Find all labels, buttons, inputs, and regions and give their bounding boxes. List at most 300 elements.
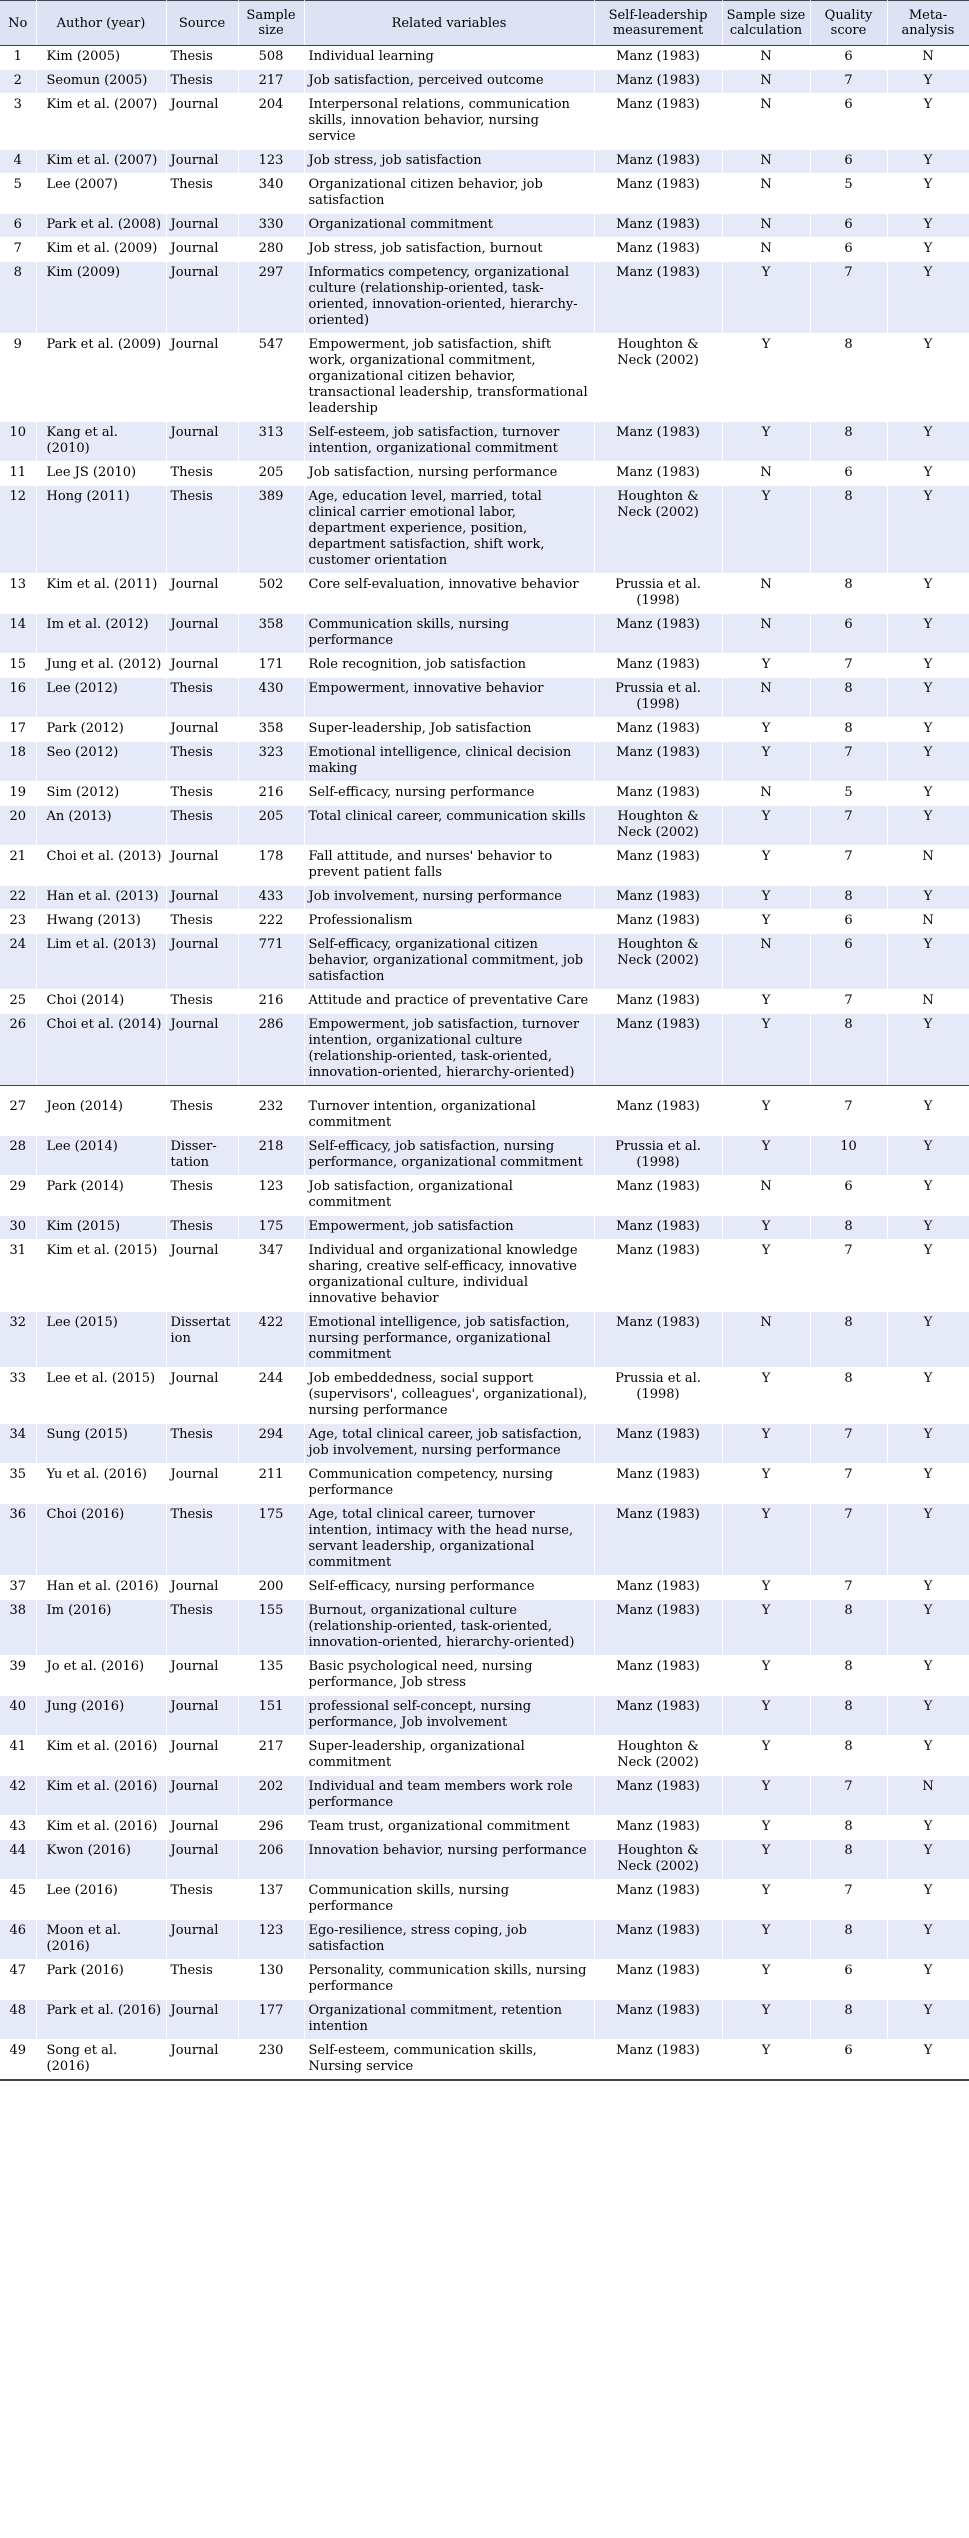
cell-author: Kim et al. (2016)	[36, 1776, 166, 1816]
cell-quality-score: 8	[810, 334, 887, 422]
cell-no: 22	[0, 886, 36, 910]
cell-measurement: Houghton & Neck (2002)	[594, 806, 722, 846]
cell-quality-score: 6	[810, 1176, 887, 1216]
cell-measurement: Prussia et al. (1998)	[594, 1136, 722, 1176]
cell-source: Journal	[166, 1576, 238, 1600]
cell-related-variables: Empowerment, job satisfaction	[304, 1216, 594, 1240]
cell-meta-analysis: Y	[887, 1368, 969, 1424]
cell-sample-size: 358	[238, 614, 304, 654]
table-row	[0, 1424, 969, 1464]
cell-quality-score: 8	[810, 678, 887, 718]
cell-no: 5	[0, 174, 36, 214]
cell-sample-size: 217	[238, 1736, 304, 1776]
cell-measurement: Manz (1983)	[594, 1576, 722, 1600]
cell-author: Hwang (2013)	[36, 910, 166, 934]
cell-sample-size-calculation: Y	[722, 1960, 810, 2000]
cell-sample-size: 216	[238, 782, 304, 806]
cell-related-variables: Self-efficacy, nursing performance	[304, 782, 594, 806]
cell-sample-size: 323	[238, 742, 304, 782]
cell-author: Im (2016)	[36, 1600, 166, 1656]
cell-sample-size-calculation: Y	[722, 886, 810, 910]
table-row	[0, 174, 969, 214]
table-row	[0, 782, 969, 806]
cell-no: 17	[0, 718, 36, 742]
cell-meta-analysis: Y	[887, 1736, 969, 1776]
cell-quality-score: 8	[810, 1014, 887, 1086]
cell-no: 27	[0, 1096, 36, 1136]
cell-no: 9	[0, 334, 36, 422]
cell-source: Disser-tation	[166, 1136, 238, 1176]
cell-meta-analysis: Y	[887, 422, 969, 462]
cell-sample-size: 340	[238, 174, 304, 214]
cell-sample-size-calculation: Y	[722, 1216, 810, 1240]
cell-meta-analysis: Y	[887, 486, 969, 574]
cell-meta-analysis: Y	[887, 2040, 969, 2081]
cell-sample-size-calculation: N	[722, 614, 810, 654]
cell-author: Choi (2016)	[36, 1504, 166, 1576]
cell-sample-size: 297	[238, 262, 304, 334]
cell-measurement: Manz (1983)	[594, 94, 722, 150]
table-row	[0, 934, 969, 990]
cell-related-variables: Personality, communication skills, nursing performance	[304, 1960, 594, 2000]
cell-meta-analysis: N	[887, 910, 969, 934]
cell-sample-size: 211	[238, 1464, 304, 1504]
cell-source: Journal	[166, 1368, 238, 1424]
cell-author: Lee (2016)	[36, 1880, 166, 1920]
cell-meta-analysis: Y	[887, 1600, 969, 1656]
cell-measurement: Manz (1983)	[594, 174, 722, 214]
cell-sample-size-calculation: Y	[722, 1240, 810, 1312]
cell-source: Thesis	[166, 174, 238, 214]
cell-measurement: Manz (1983)	[594, 742, 722, 782]
cell-sample-size-calculation: N	[722, 462, 810, 486]
cell-author: Im et al. (2012)	[36, 614, 166, 654]
cell-sample-size-calculation: N	[722, 94, 810, 150]
cell-source: Journal	[166, 1656, 238, 1696]
cell-related-variables: Attitude and practice of preventative Care	[304, 990, 594, 1014]
cell-meta-analysis: Y	[887, 238, 969, 262]
cell-quality-score: 8	[810, 574, 887, 614]
cell-sample-size: 280	[238, 238, 304, 262]
cell-related-variables: Age, total clinical career, turnover intention, intimacy with the head nurse, servant leadership, organizational commitment	[304, 1504, 594, 1576]
cell-related-variables: professional self-concept, nursing performance, Job involvement	[304, 1696, 594, 1736]
cell-related-variables: Self-esteem, job satisfaction, turnover intention, organizational commitment	[304, 422, 594, 462]
cell-sample-size-calculation: Y	[722, 1014, 810, 1086]
cell-author: Han et al. (2016)	[36, 1576, 166, 1600]
cell-author: Kim et al. (2009)	[36, 238, 166, 262]
cell-no: 8	[0, 262, 36, 334]
table-row	[0, 238, 969, 262]
cell-related-variables: Job satisfaction, nursing performance	[304, 462, 594, 486]
cell-quality-score: 7	[810, 654, 887, 678]
cell-author: Lee (2007)	[36, 174, 166, 214]
cell-author: Kwon (2016)	[36, 1840, 166, 1880]
cell-no: 10	[0, 422, 36, 462]
cell-sample-size: 230	[238, 2040, 304, 2081]
cell-meta-analysis: N	[887, 990, 969, 1014]
cell-measurement: Manz (1983)	[594, 1776, 722, 1816]
cell-author: Jung et al. (2012)	[36, 654, 166, 678]
cell-no: 11	[0, 462, 36, 486]
table-row	[0, 1696, 969, 1736]
cell-sample-size: 508	[238, 46, 304, 70]
cell-meta-analysis: Y	[887, 150, 969, 174]
cell-quality-score: 7	[810, 1776, 887, 1816]
cell-quality-score: 7	[810, 1464, 887, 1504]
cell-source: Journal	[166, 2000, 238, 2040]
cell-related-variables: Organizational commitment, retention intention	[304, 2000, 594, 2040]
table-row	[0, 1960, 969, 2000]
cell-sample-size: 206	[238, 1840, 304, 1880]
cell-source: Thesis	[166, 462, 238, 486]
cell-author: Lee (2015)	[36, 1312, 166, 1368]
cell-no: 23	[0, 910, 36, 934]
table-row	[0, 214, 969, 238]
cell-author: Song et al. (2016)	[36, 2040, 166, 2081]
cell-no: 24	[0, 934, 36, 990]
cell-source: Thesis	[166, 1880, 238, 1920]
cell-author: Kang et al. (2010)	[36, 422, 166, 462]
cell-measurement: Manz (1983)	[594, 1600, 722, 1656]
cell-quality-score: 8	[810, 718, 887, 742]
cell-author: Kim et al. (2016)	[36, 1816, 166, 1840]
cell-meta-analysis: Y	[887, 806, 969, 846]
cell-no: 37	[0, 1576, 36, 1600]
cell-related-variables: Role recognition, job satisfaction	[304, 654, 594, 678]
cell-quality-score: 7	[810, 70, 887, 94]
table-row	[0, 574, 969, 614]
cell-author: An (2013)	[36, 806, 166, 846]
table-row	[0, 1176, 969, 1216]
table-row	[0, 1464, 969, 1504]
table-row	[0, 2040, 969, 2081]
cell-measurement: Manz (1983)	[594, 718, 722, 742]
table-row	[0, 806, 969, 846]
cell-sample-size-calculation: Y	[722, 910, 810, 934]
cell-sample-size-calculation: Y	[722, 1504, 810, 1576]
cell-no: 25	[0, 990, 36, 1014]
cell-quality-score: 6	[810, 150, 887, 174]
cell-sample-size-calculation: Y	[722, 1576, 810, 1600]
table-body	[0, 46, 969, 2081]
table-row	[0, 334, 969, 422]
cell-related-variables: Basic psychological need, nursing performance, Job stress	[304, 1656, 594, 1696]
cell-meta-analysis: Y	[887, 1424, 969, 1464]
cell-quality-score: 8	[810, 1600, 887, 1656]
cell-quality-score: 8	[810, 1816, 887, 1840]
cell-measurement: Houghton & Neck (2002)	[594, 1736, 722, 1776]
cell-meta-analysis: Y	[887, 1096, 969, 1136]
cell-quality-score: 5	[810, 782, 887, 806]
cell-sample-size-calculation: N	[722, 574, 810, 614]
cell-author: Park et al. (2016)	[36, 2000, 166, 2040]
cell-related-variables: Job satisfaction, perceived outcome	[304, 70, 594, 94]
header-no: No	[0, 1, 36, 46]
cell-author: Kim et al. (2016)	[36, 1736, 166, 1776]
cell-related-variables: Burnout, organizational culture (relationship-oriented, task-oriented, innovation-oriented, hierarchy-oriented)	[304, 1600, 594, 1656]
table-row	[0, 1816, 969, 1840]
cell-meta-analysis: Y	[887, 886, 969, 910]
page-break-spacer	[0, 1086, 969, 1097]
table-row	[0, 1880, 969, 1920]
cell-sample-size: 389	[238, 486, 304, 574]
cell-sample-size-calculation: N	[722, 214, 810, 238]
cell-no: 21	[0, 846, 36, 886]
cell-related-variables: Turnover intention, organizational commitment	[304, 1096, 594, 1136]
cell-meta-analysis: Y	[887, 654, 969, 678]
cell-author: Kim et al. (2011)	[36, 574, 166, 614]
cell-meta-analysis: Y	[887, 1312, 969, 1368]
cell-quality-score: 7	[810, 1424, 887, 1464]
cell-related-variables: Job stress, job satisfaction	[304, 150, 594, 174]
cell-sample-size: 137	[238, 1880, 304, 1920]
cell-measurement: Manz (1983)	[594, 1920, 722, 1960]
cell-quality-score: 7	[810, 1504, 887, 1576]
cell-source: Journal	[166, 1240, 238, 1312]
cell-meta-analysis: Y	[887, 334, 969, 422]
cell-sample-size-calculation: Y	[722, 262, 810, 334]
table-row	[0, 1096, 969, 1136]
cell-meta-analysis: Y	[887, 1816, 969, 1840]
cell-quality-score: 6	[810, 1960, 887, 2000]
cell-sample-size-calculation: Y	[722, 990, 810, 1014]
cell-source: Thesis	[166, 1216, 238, 1240]
cell-meta-analysis: Y	[887, 1880, 969, 1920]
cell-no: 36	[0, 1504, 36, 1576]
cell-no: 48	[0, 2000, 36, 2040]
cell-source: Journal	[166, 1816, 238, 1840]
cell-sample-size-calculation: N	[722, 150, 810, 174]
cell-no: 13	[0, 574, 36, 614]
cell-sample-size-calculation: Y	[722, 1464, 810, 1504]
table-row	[0, 910, 969, 934]
cell-no: 29	[0, 1176, 36, 1216]
cell-quality-score: 7	[810, 846, 887, 886]
cell-no: 1	[0, 46, 36, 70]
cell-no: 34	[0, 1424, 36, 1464]
cell-measurement: Manz (1983)	[594, 262, 722, 334]
cell-meta-analysis: Y	[887, 574, 969, 614]
cell-quality-score: 7	[810, 742, 887, 782]
cell-measurement: Manz (1983)	[594, 1312, 722, 1368]
cell-no: 44	[0, 1840, 36, 1880]
table-row	[0, 1656, 969, 1696]
cell-source: Journal	[166, 238, 238, 262]
cell-related-variables: Emotional intelligence, job satisfaction, nursing performance, organizational commitment	[304, 1312, 594, 1368]
cell-no: 46	[0, 1920, 36, 1960]
table-row	[0, 94, 969, 150]
cell-measurement: Manz (1983)	[594, 462, 722, 486]
cell-sample-size-calculation: Y	[722, 1840, 810, 1880]
cell-quality-score: 7	[810, 806, 887, 846]
cell-source: Journal	[166, 654, 238, 678]
cell-quality-score: 8	[810, 1840, 887, 1880]
table-row	[0, 1576, 969, 1600]
cell-author: Kim (2009)	[36, 262, 166, 334]
cell-source: Journal	[166, 2040, 238, 2081]
cell-author: Yu et al. (2016)	[36, 1464, 166, 1504]
cell-source: Journal	[166, 934, 238, 990]
cell-related-variables: Fall attitude, and nurses' behavior to prevent patient falls	[304, 846, 594, 886]
table-row	[0, 1312, 969, 1368]
cell-meta-analysis: Y	[887, 742, 969, 782]
cell-author: Choi et al. (2013)	[36, 846, 166, 886]
cell-measurement: Manz (1983)	[594, 1880, 722, 1920]
cell-sample-size-calculation: N	[722, 70, 810, 94]
cell-quality-score: 8	[810, 2000, 887, 2040]
cell-measurement: Manz (1983)	[594, 1216, 722, 1240]
table-row	[0, 1600, 969, 1656]
table-row	[0, 886, 969, 910]
cell-author: Kim et al. (2015)	[36, 1240, 166, 1312]
cell-author: Sim (2012)	[36, 782, 166, 806]
header-related-variables: Related variables	[304, 1, 594, 46]
cell-sample-size-calculation: Y	[722, 1696, 810, 1736]
cell-measurement: Houghton & Neck (2002)	[594, 334, 722, 422]
cell-source: Journal	[166, 1840, 238, 1880]
cell-no: 45	[0, 1880, 36, 1920]
cell-sample-size-calculation: Y	[722, 2040, 810, 2081]
cell-related-variables: Organizational commitment	[304, 214, 594, 238]
cell-source: Thesis	[166, 1960, 238, 2000]
cell-meta-analysis: Y	[887, 1216, 969, 1240]
cell-related-variables: Self-efficacy, job satisfaction, nursing performance, organizational commitment	[304, 1136, 594, 1176]
cell-measurement: Houghton & Neck (2002)	[594, 934, 722, 990]
cell-source: Thesis	[166, 782, 238, 806]
cell-source: Thesis	[166, 1096, 238, 1136]
cell-meta-analysis: Y	[887, 1014, 969, 1086]
cell-sample-size-calculation: N	[722, 46, 810, 70]
cell-author: Lee JS (2010)	[36, 462, 166, 486]
table-row	[0, 486, 969, 574]
cell-sample-size-calculation: Y	[722, 486, 810, 574]
cell-no: 26	[0, 1014, 36, 1086]
cell-sample-size-calculation: Y	[722, 1656, 810, 1696]
cell-no: 16	[0, 678, 36, 718]
cell-sample-size: 205	[238, 462, 304, 486]
cell-author: Park et al. (2009)	[36, 334, 166, 422]
cell-author: Seo (2012)	[36, 742, 166, 782]
cell-quality-score: 6	[810, 2040, 887, 2081]
cell-sample-size: 200	[238, 1576, 304, 1600]
cell-sample-size: 358	[238, 718, 304, 742]
cell-sample-size: 151	[238, 1696, 304, 1736]
cell-meta-analysis: Y	[887, 1136, 969, 1176]
cell-no: 32	[0, 1312, 36, 1368]
table-row	[0, 718, 969, 742]
cell-related-variables: Job satisfaction, organizational commitment	[304, 1176, 594, 1216]
cell-source: Thesis	[166, 910, 238, 934]
cell-source: Thesis	[166, 46, 238, 70]
cell-sample-size: 177	[238, 2000, 304, 2040]
cell-author: Jeon (2014)	[36, 1096, 166, 1136]
cell-author: Choi (2014)	[36, 990, 166, 1014]
cell-meta-analysis: Y	[887, 1840, 969, 1880]
cell-related-variables: Self-efficacy, nursing performance	[304, 1576, 594, 1600]
cell-sample-size: 347	[238, 1240, 304, 1312]
cell-author: Kim et al. (2007)	[36, 150, 166, 174]
cell-related-variables: Individual learning	[304, 46, 594, 70]
header-sample-size-calculation: Sample size calculation	[722, 1, 810, 46]
cell-no: 39	[0, 1656, 36, 1696]
cell-meta-analysis: Y	[887, 1960, 969, 2000]
cell-meta-analysis: Y	[887, 1656, 969, 1696]
cell-author: Sung (2015)	[36, 1424, 166, 1464]
cell-quality-score: 6	[810, 934, 887, 990]
cell-quality-score: 8	[810, 1368, 887, 1424]
cell-source: Journal	[166, 262, 238, 334]
header-measurement: Self-leadership measurement	[594, 1, 722, 46]
cell-sample-size: 123	[238, 1920, 304, 1960]
cell-related-variables: Ego-resilience, stress coping, job satisfaction	[304, 1920, 594, 1960]
table-row	[0, 678, 969, 718]
cell-related-variables: Communication skills, nursing performance	[304, 1880, 594, 1920]
cell-source: Journal	[166, 1696, 238, 1736]
cell-sample-size-calculation: Y	[722, 1368, 810, 1424]
cell-source: Thesis	[166, 1600, 238, 1656]
cell-measurement: Manz (1983)	[594, 2000, 722, 2040]
cell-sample-size: 216	[238, 990, 304, 1014]
cell-quality-score: 6	[810, 46, 887, 70]
cell-related-variables: Job involvement, nursing performance	[304, 886, 594, 910]
cell-quality-score: 7	[810, 1096, 887, 1136]
cell-sample-size-calculation: Y	[722, 334, 810, 422]
cell-source: Journal	[166, 614, 238, 654]
cell-measurement: Manz (1983)	[594, 46, 722, 70]
cell-sample-size: 422	[238, 1312, 304, 1368]
cell-sample-size: 175	[238, 1504, 304, 1576]
cell-meta-analysis: Y	[887, 1176, 969, 1216]
cell-quality-score: 5	[810, 174, 887, 214]
cell-author: Moon et al. (2016)	[36, 1920, 166, 1960]
cell-sample-size-calculation: N	[722, 1176, 810, 1216]
cell-source: Journal	[166, 94, 238, 150]
cell-meta-analysis: Y	[887, 718, 969, 742]
cell-sample-size-calculation: Y	[722, 654, 810, 678]
cell-quality-score: 8	[810, 1696, 887, 1736]
cell-sample-size-calculation: Y	[722, 1424, 810, 1464]
cell-sample-size: 130	[238, 1960, 304, 2000]
cell-measurement: Manz (1983)	[594, 1656, 722, 1696]
cell-author: Kim (2015)	[36, 1216, 166, 1240]
table-row	[0, 422, 969, 462]
cell-sample-size: 502	[238, 574, 304, 614]
cell-quality-score: 7	[810, 990, 887, 1014]
cell-source: Dissertat ion	[166, 1312, 238, 1368]
cell-author: Jung (2016)	[36, 1696, 166, 1736]
table-row	[0, 1014, 969, 1086]
cell-related-variables: Individual and team members work role performance	[304, 1776, 594, 1816]
cell-author: Lee et al. (2015)	[36, 1368, 166, 1424]
cell-meta-analysis: Y	[887, 214, 969, 238]
cell-measurement: Manz (1983)	[594, 70, 722, 94]
table-row	[0, 1504, 969, 1576]
cell-quality-score: 6	[810, 910, 887, 934]
table-row	[0, 70, 969, 94]
table-row	[0, 462, 969, 486]
cell-source: Journal	[166, 846, 238, 886]
cell-no: 49	[0, 2040, 36, 2081]
cell-measurement: Manz (1983)	[594, 238, 722, 262]
cell-author: Hong (2011)	[36, 486, 166, 574]
cell-quality-score: 7	[810, 1576, 887, 1600]
cell-quality-score: 10	[810, 1136, 887, 1176]
cell-author: Seomun (2005)	[36, 70, 166, 94]
cell-no: 40	[0, 1696, 36, 1736]
cell-source: Thesis	[166, 1504, 238, 1576]
cell-related-variables: Age, total clinical career, job satisfaction, job involvement, nursing performance	[304, 1424, 594, 1464]
cell-quality-score: 7	[810, 1240, 887, 1312]
